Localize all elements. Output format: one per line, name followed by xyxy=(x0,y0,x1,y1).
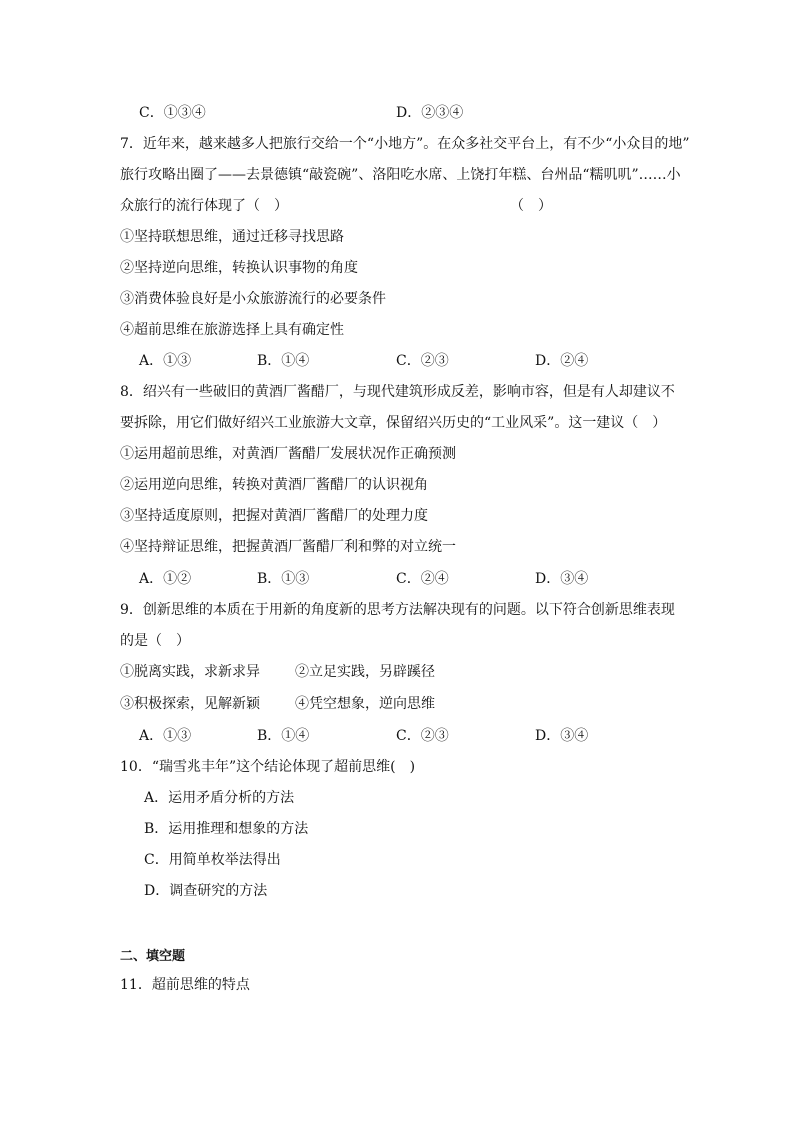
section-heading: 二、填空题 xyxy=(120,949,186,964)
q7-statement-2: ②坚持逆向思维，转换认识事物的角度 xyxy=(120,260,358,276)
q8-stem-line-2: 要拆除，用它们做好绍兴工业旅游大文章，保留绍兴历史的“工业风采”。这一建议（ ） xyxy=(120,415,667,431)
q7-statement-4: ④超前思维在旅游选择上具有确定性 xyxy=(120,322,344,338)
q8-statement-4: ④坚持辩证思维，把握黄酒厂酱醋厂利和弊的对立统一 xyxy=(120,539,456,555)
q7-statement-1: ①坚持联想思维，通过迁移寻找思路 xyxy=(120,229,344,245)
q9-option-a: A．①③ xyxy=(139,728,192,744)
q9-statement-2: ②立足实践，另辟蹊径 xyxy=(295,664,435,680)
q10-option-b: B．运用推理和想象的方法 xyxy=(144,821,309,837)
q8-option-c: C．②④ xyxy=(396,571,449,587)
q7-option-c: C．②③ xyxy=(396,353,449,369)
q9-option-c: C．②③ xyxy=(396,728,449,744)
q8-option-b: B．①③ xyxy=(257,571,310,587)
q8-statement-1: ①运用超前思维，对黄酒厂酱醋厂发展状况作正确预测 xyxy=(120,446,456,462)
q6-option-d: D．②③④ xyxy=(396,105,464,121)
q11-stem: 11．超前思维的特点 xyxy=(120,977,250,993)
q9-option-d: D．③④ xyxy=(535,728,589,744)
q8-statement-3: ③坚持适度原则，把握对黄酒厂酱醋厂的处理力度 xyxy=(120,508,428,524)
q9-statement-1: ①脱离实践，求新求异 xyxy=(120,664,260,680)
q7-option-d: D．②④ xyxy=(535,353,589,369)
q8-option-d: D．③④ xyxy=(535,571,589,587)
q10-option-c: C．用简单枚举法得出 xyxy=(144,852,281,868)
q7-stem-line-2: 旅行攻略出圈了——去景德镇“敲瓷碗”、洛阳吃水席、上饶打年糕、台州品“糯叽叽”……小 xyxy=(120,167,681,183)
q9-statement-4: ④凭空想象，逆向思维 xyxy=(295,696,435,712)
q8-statement-2: ②运用逆向思维，转换对黄酒厂酱醋厂的认识视角 xyxy=(120,477,428,493)
q7-option-a: A．①③ xyxy=(139,353,192,369)
q9-stem-line-2: 的是（ ） xyxy=(120,633,190,649)
q8-stem-line-1: 8．绍兴有一些破旧的黄酒厂酱醋厂，与现代建筑形成反差，影响市容，但是有人却建议不 xyxy=(120,384,675,400)
q10-option-a: A．运用矛盾分析的方法 xyxy=(144,790,295,806)
q10-option-d: D．调查研究的方法 xyxy=(144,883,268,899)
q9-option-b: B．①④ xyxy=(257,728,310,744)
q9-statement-3: ③积极探索，见解新颖 xyxy=(120,696,260,712)
q9-stem-line-1: 9．创新思维的本质在于用新的角度新的思考方法解决现有的问题。以下符合创新思维表现 xyxy=(120,602,675,618)
q8-option-a: A．①② xyxy=(139,571,192,587)
q7-stem-line-3: 众旅行的流行体现了（ ） xyxy=(120,198,288,214)
q7-statement-3: ③消费体验良好是小众旅游流行的必要条件 xyxy=(120,291,386,307)
q10-stem: 10．“瑞雪兆丰年”这个结论体现了超前思维( ) xyxy=(120,759,416,775)
q7-option-b: B．①④ xyxy=(257,353,310,369)
q7-stem-line-1: 7．近年来，越来越多人把旅行交给一个“小地方”。在众多社交平台上，有不少“小众目的地” xyxy=(120,136,690,152)
q7-answer-blank: （ ） xyxy=(510,198,552,214)
q6-option-c: C．①③④ xyxy=(139,105,206,121)
